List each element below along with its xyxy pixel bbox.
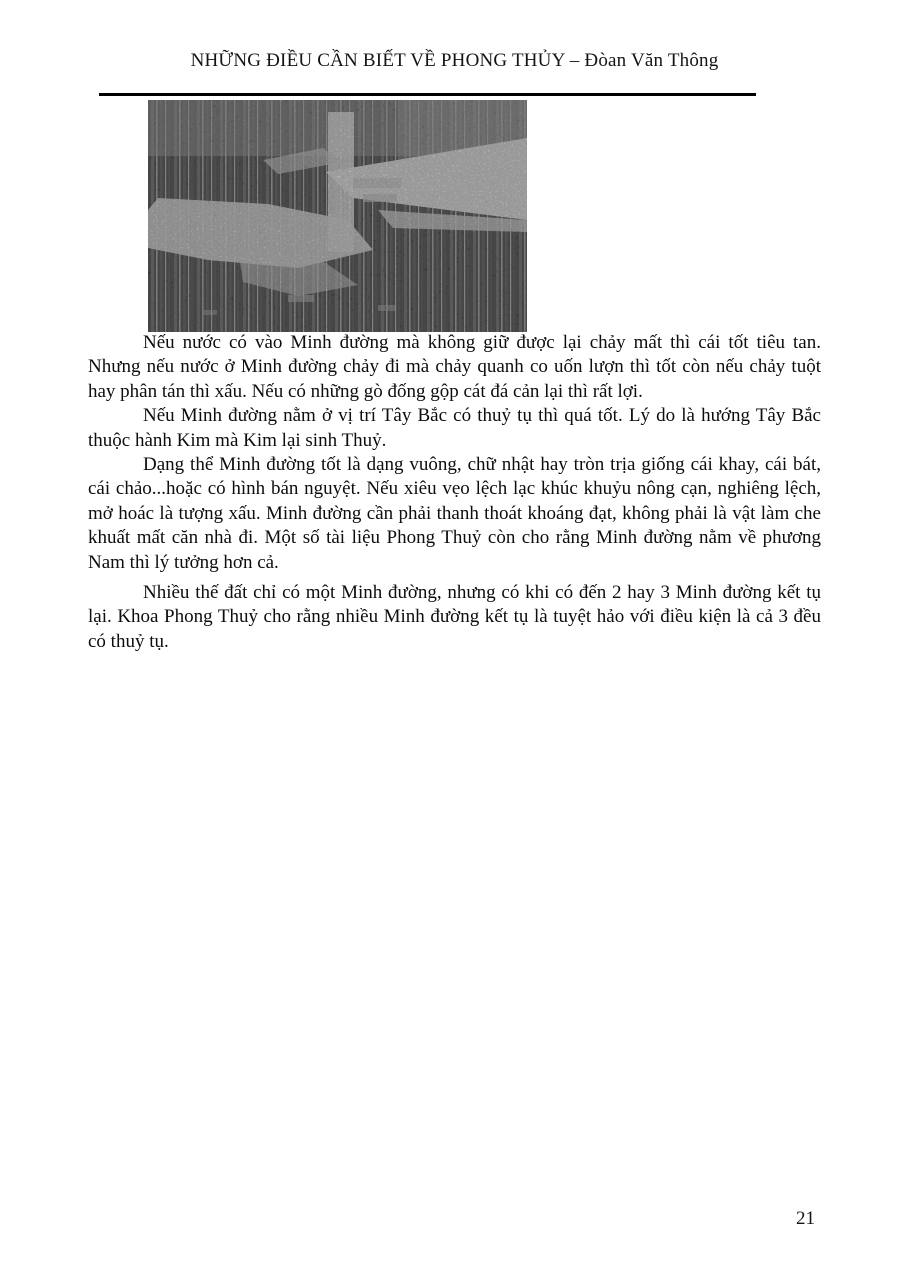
scanned-photo-image <box>148 100 527 332</box>
paragraph-4: Nhiều thế đất chỉ có một Minh đường, nhưng có khi có đến 2 hay 3 Minh đường kết tụ lại. Khoa Phong Thuỷ cho rằng nhiều Minh đường kết tụ là tuyệt hảo với điều kiện là cả 3 đều có thuỷ tụ. <box>88 582 821 652</box>
paragraph-2: Nếu Minh đường nằm ở vị trí Tây Bắc có thuỷ tụ thì quá tốt. Lý do là hướng Tây Bắc thuộc hành Kim mà Kim lại sinh Thuỷ. <box>88 405 821 451</box>
scanned-photo-figure <box>148 100 527 332</box>
page-number: 21 <box>796 1208 815 1229</box>
body-text-block <box>88 331 821 654</box>
header-divider-rule <box>99 93 756 96</box>
paragraph-1: Nếu nước có vào Minh đường mà không giữ được lại chảy mất thì cái tốt tiêu tan. Nhưng nếu nước ở Minh đường chảy đi mà chảy quanh co uốn lượn thì tốt còn nếu chảy tuột hay phân tán thì xấu. Nếu có những gò đống gộp cát đá cản lại thì rất lợi. <box>88 332 821 402</box>
page-header-title: NHỮNG ĐIỀU CẦN BIẾT VỀ PHONG THỦY – Đòan Văn Thông <box>190 50 719 71</box>
paragraph-3: Dạng thể Minh đường tốt là dạng vuông, chữ nhật hay tròn trịa giống cái khay, cái bát, cái chảo...hoặc có hình bán nguyệt. Nếu xiêu vẹo lệch lạc khúc khuỷu nông cạn, nghiêng lệch, mở hoác là tượng xấu. Minh đường cần phải thanh thoát khoáng đạt, không phải là vật làm che khuất mất căn nhà đi. Một số tài liệu Phong Thuỷ còn cho rằng Minh đường nằm về phương Nam thì lý tưởng hơn cả. <box>88 454 821 573</box>
